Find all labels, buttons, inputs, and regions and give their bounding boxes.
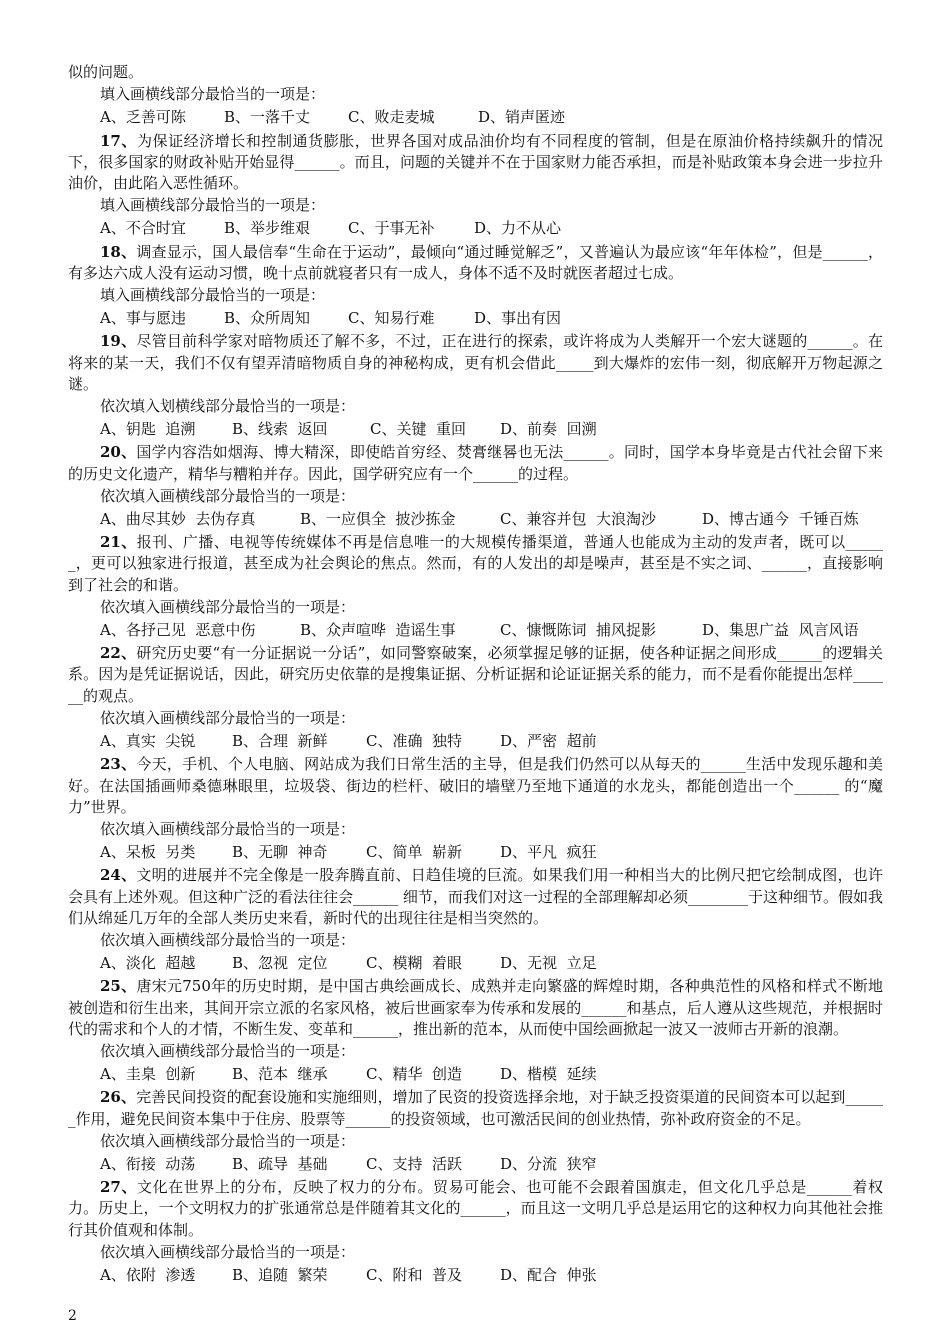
q27-question: [68, 1177, 883, 1241]
q23-question: [68, 754, 883, 818]
q24-option-b: B、忽视 定位: [232, 954, 328, 973]
q26-text: 完善民间投资的配套设施和实施细则，增加了民资的投资选择余地，对于缺乏投资渠道的民间资本可以起到______作用，避免民间资本集中于住房、股票等______的投资领域，也可激活民间的创业热情，弥补政府资金的不足。: [68, 1088, 883, 1128]
q23-number: 23、: [100, 755, 137, 774]
q16-option-a: A、乏善可陈: [100, 108, 186, 127]
q22-option-c: C、准确 独特: [366, 732, 463, 751]
q21-text: 报刊、广播、电视等传统媒体不再是信息唯一的大规模传播渠道，普通人也能成为主动的发声者，既可以______，更可以独家进行报道，甚至成为社会舆论的焦点。然而，有的人发出的却是噪声，甚至是不实之词、______，直接影响到了社会的和谐。: [68, 533, 884, 594]
q27-text: 文化在世界上的分布，反映了权力的分布。贸易可能会、也可能不会跟着国旗走，但文化几乎总是______着权力。历史上，一个文明权力的扩张通常总是伴随着其文化的______，而且这一文明几乎总是运用它的这种权力向其他社会推行其价值观和体制。: [68, 1178, 883, 1239]
q18-question: [68, 242, 883, 284]
q26-question: [68, 1087, 883, 1129]
q24-prompt: 依次填入画横线部分最恰当的一项是：: [100, 930, 356, 949]
q24-options: [68, 953, 883, 974]
q19-text: 尽管目前科学家对暗物质还了解不多，不过，正在进行的探索，或许将成为人类解开一个宏大谜题的______。在将来的某一天，我们不仅有望弄清暗物质自身的神秘构成，更有机会借此_____到大爆炸的宏伟一刻，彻底解开万物起源之谜。: [68, 332, 884, 393]
q16-prompt: 填入画横线部分最恰当的一项是：: [100, 85, 326, 104]
q26-number: 26、: [100, 1088, 137, 1107]
q27-number: 27、: [100, 1178, 138, 1197]
q20-option-a: A、曲尽其妙 去伪存真: [100, 510, 256, 529]
q19-option-c: C、关键 重回: [370, 420, 467, 439]
q25-option-b: B、范本 继承: [232, 1065, 328, 1084]
q22-question: [68, 643, 883, 707]
q19-prompt: 依次填入划横线部分最恰当的一项是：: [100, 397, 356, 416]
q25-text: 唐宋元750年的历史时期，是中国古典绘画成长、成熟并走向繁盛的辉煌时期，各种典范性的风格和样式不断地被创造和衍生出来，其间开宗立派的名家风格，被后世画家奉为传承和发展的______和基点，后人遵从这些规范，并根据时代的需求和个人的才情，不断生发、变革和______，推出新的范本，从而使中国绘画掀起一波又一波师古开新的浪潮。: [68, 977, 884, 1038]
q17-option-a: A、不合时宜: [100, 219, 186, 238]
q23-option-a: A、呆板 另类: [100, 843, 196, 862]
q17-text: 为保证经济增长和控制通货膨胀，世界各国对成品油价均有不同程度的管制，但是在原油价格持续飙升的情况下，很多国家的财政补贴开始显得______。而且，问题的关键并不在于国家财力能否承担，而是补贴政策本身会进一步拉升油价，由此陷入恶性循环。: [68, 131, 883, 193]
q26-option-b: B、疏导 基础: [232, 1154, 328, 1173]
q27-prompt: 依次填入画横线部分最恰当的一项是：: [100, 1242, 356, 1261]
q21-prompt: 依次填入画横线部分最恰当的一项是：: [100, 597, 356, 616]
q16-option-c: C、败走麦城: [348, 108, 435, 127]
q24-option-c: C、模糊 着眼: [366, 954, 463, 973]
page-number: 2: [68, 1308, 77, 1324]
q22-number: 22、: [100, 644, 137, 663]
q17-option-d: D、力不从心: [474, 219, 562, 238]
q19-options: [68, 419, 883, 440]
q18-option-c: C、知易行难: [348, 309, 435, 328]
q20-number: 20、: [100, 443, 137, 462]
q16-option-d: D、销声匿迹: [478, 108, 566, 127]
q25-number: 25、: [100, 977, 137, 996]
q21-option-d: D、集思广益 风言风语: [702, 621, 859, 640]
q19-question: [68, 331, 883, 395]
q19-option-d: D、前奏 回溯: [500, 420, 597, 439]
q17-options: [68, 218, 883, 239]
q22-option-a: A、真实 尖锐: [100, 732, 196, 751]
q23-prompt: 依次填入画横线部分最恰当的一项是：: [100, 819, 356, 838]
q22-text: 研究历史要“有一分证据说一分话”，如同警察破案，必须掌握足够的证据，使各种证据之间形成______的逻辑关系。因为是凭证据说话，因此，研究历史依靠的是搜集证据、分析证据和论证证据关系的能力，而不是看你能提出怎样______的观点。: [68, 644, 884, 705]
q18-option-b: B、众所周知: [224, 309, 311, 328]
q22-options: [68, 731, 883, 752]
document-page: [68, 62, 883, 1288]
q20-prompt: 依次填入画横线部分最恰当的一项是：: [100, 486, 356, 505]
q23-option-c: C、简单 崭新: [366, 843, 463, 862]
q24-option-d: D、无视 立足: [500, 954, 597, 973]
q22-option-b: B、合理 新鲜: [232, 732, 328, 751]
q19-number: 19、: [100, 332, 137, 351]
q20-option-d: D、博古通今 千锤百炼: [702, 510, 859, 529]
q26-options: [68, 1154, 883, 1175]
q27-option-c: C、附和 普及: [366, 1265, 463, 1284]
q21-question: [68, 532, 883, 596]
q20-option-b: B、一应俱全 披沙拣金: [300, 510, 456, 529]
q22-option-d: D、严密 超前: [500, 732, 597, 751]
q16-options: [68, 107, 883, 128]
q24-option-a: A、淡化 超越: [100, 954, 196, 973]
q20-question: [68, 442, 883, 484]
q22-prompt: 依次填入画横线部分最恰当的一项是：: [100, 708, 356, 727]
q20-text: 国学内容浩如烟海、博大精深，即使皓首穷经、焚膏继晷也无法______。同时，国学本身毕竟是古代社会留下来的历史文化遗产，精华与糟粕并存。因此，国学研究应有一个______的过程。: [68, 443, 884, 483]
q27-options: [68, 1265, 883, 1286]
q21-option-a: A、各抒己见 恶意中伤: [100, 621, 256, 640]
q21-number: 21、: [100, 533, 137, 552]
q25-options: [68, 1064, 883, 1085]
q21-option-c: C、慷慨陈词 捕风捉影: [500, 621, 657, 640]
q18-prompt: 填入画横线部分最恰当的一项是：: [100, 286, 326, 305]
q18-text: 调查显示，国人最信奉“生命在于运动”，最倾向“通过睡觉解乏”，又普遍认为最应该“年年体检”，但是______，有多达六成人没有运动习惯，晚十点前就寝者只有一成人，身体不适不及时就医者超过七成。: [68, 242, 884, 282]
q24-question: [68, 865, 883, 929]
q17-question: [68, 131, 883, 195]
q23-option-d: D、平凡 疯狂: [500, 843, 597, 862]
q23-text: 今天，手机、个人电脑、网站成为我们日常生活的主导，但是我们仍然可以从每天的______生活中发现乐趣和美好。在法国插画师桑德琳眼里，垃圾袋、街边的栏杆、破旧的墙壁乃至地下通道的水龙头，都能创造出一个______ 的“魔力”世界。: [68, 755, 884, 816]
q17-option-b: B、举步维艰: [224, 219, 311, 238]
intro-tail: 似的问题。: [68, 63, 144, 81]
q25-option-d: D、楷模 延续: [500, 1065, 597, 1084]
q18-option-d: D、事出有因: [474, 309, 562, 328]
q17-number: 17、: [100, 131, 137, 150]
q24-text: 文明的进展并不完全像是一股奔腾直前、日趋佳境的巨流。如果我们用一种相当大的比例尺把它绘制成图，也许会具有上述外观。但这种广泛的看法往往会______ 细节，而我们对这一过程的全部理解却必须________于这种细节。假如我们从绵延几万年的全部人类历史来看，新时代的出现往往是相当突然的。: [68, 866, 883, 927]
q25-option-a: A、圭臬 创新: [100, 1065, 196, 1084]
q19-option-b: B、线索 返回: [232, 420, 328, 439]
q20-options: [68, 509, 883, 530]
q18-options: [68, 308, 883, 329]
q18-option-a: A、事与愿违: [100, 309, 186, 328]
q25-prompt: 依次填入画横线部分最恰当的一项是：: [100, 1041, 356, 1060]
q26-option-a: A、衔接 动荡: [100, 1154, 196, 1173]
q18-number: 18、: [100, 242, 137, 261]
q26-option-c: C、支持 活跃: [366, 1154, 463, 1173]
q27-option-d: D、配合 伸张: [500, 1265, 597, 1284]
q17-prompt: 填入画横线部分最恰当的一项是：: [100, 196, 326, 215]
q21-option-b: B、众声喧哗 造谣生事: [300, 621, 456, 640]
q26-option-d: D、分流 狭窄: [500, 1154, 597, 1173]
q17-option-c: C、于事无补: [348, 219, 435, 238]
q27-option-b: B、追随 繁荣: [232, 1265, 328, 1284]
q25-option-c: C、精华 创造: [366, 1065, 463, 1084]
q19-option-a: A、钥匙 追溯: [100, 420, 196, 439]
q26-prompt: 依次填入画横线部分最恰当的一项是：: [100, 1131, 356, 1150]
q27-option-a: A、依附 渗透: [100, 1265, 196, 1284]
q16-option-b: B、一落千丈: [224, 108, 311, 127]
q20-option-c: C、兼容并包 大浪淘沙: [500, 510, 657, 529]
q21-options: [68, 620, 883, 641]
q23-options: [68, 842, 883, 863]
q23-option-b: B、无聊 神奇: [232, 843, 328, 862]
q25-question: [68, 976, 883, 1040]
q24-number: 24、: [100, 866, 137, 885]
